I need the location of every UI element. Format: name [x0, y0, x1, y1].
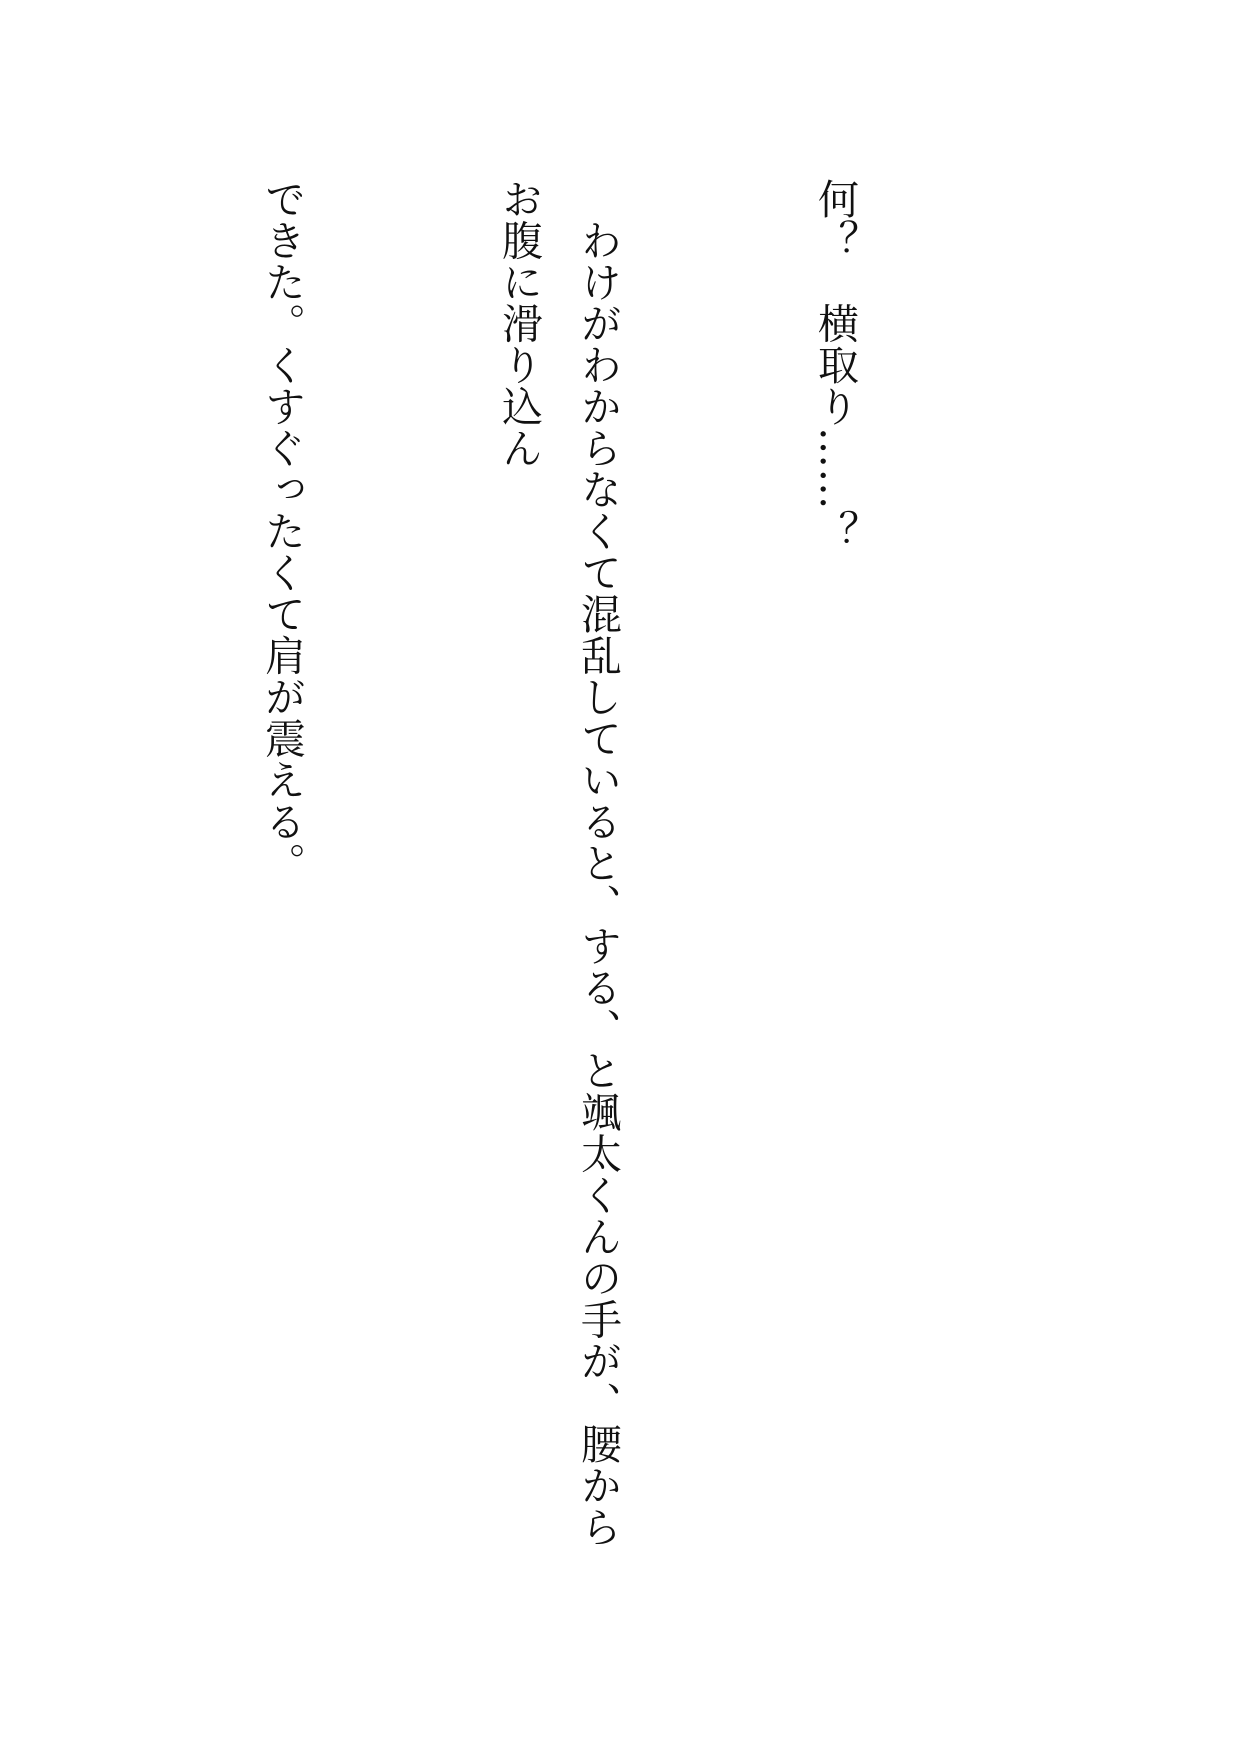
text-line: わけがわからなくて混乱していると、する、と颯太くんの手が、腰からお腹に滑り込ん: [495, 178, 622, 1548]
text-line: できた。くすぐったくて肩が震える。: [258, 178, 306, 884]
vertical-text-body: [0, 178, 1032, 1578]
text-line: 何？ 横取り……？: [811, 178, 859, 552]
